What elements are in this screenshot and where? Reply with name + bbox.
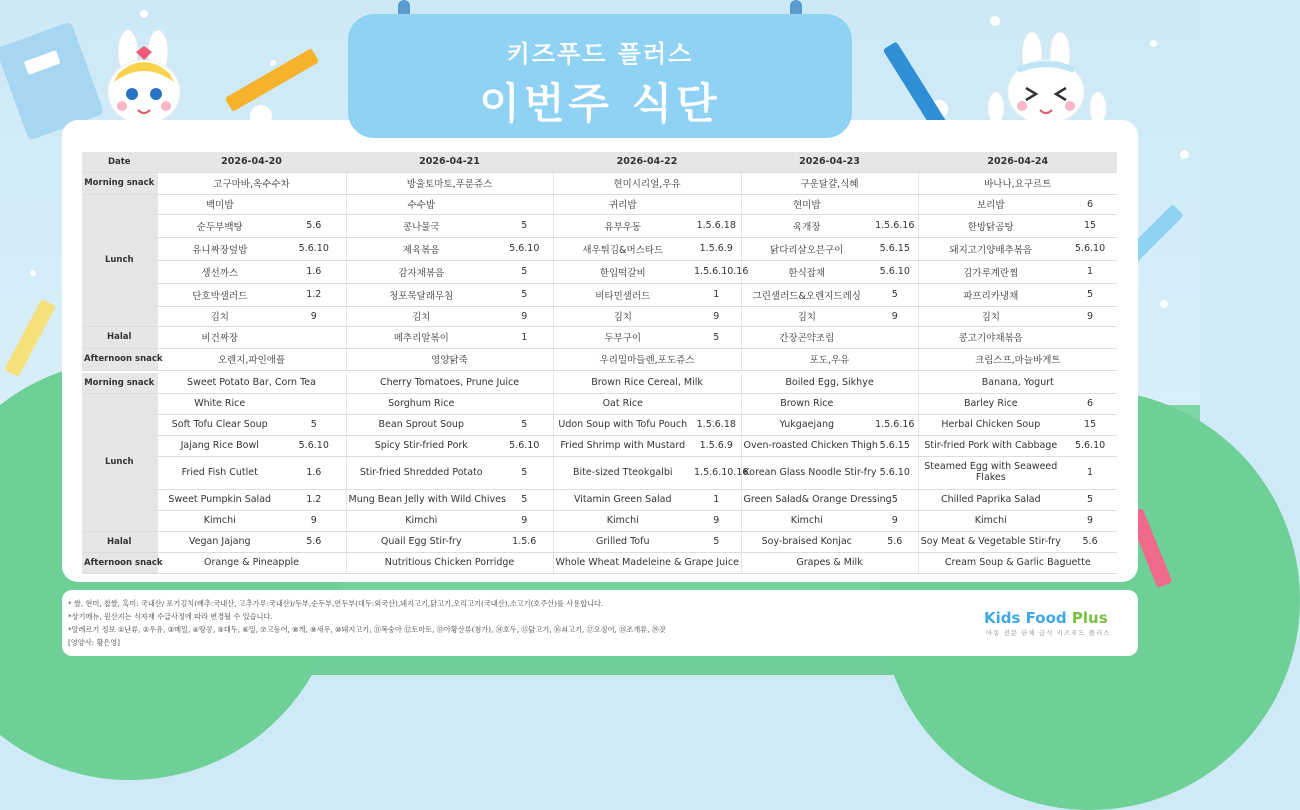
brand-food: Food <box>1025 609 1067 627</box>
allergy-code: 5.6.10 <box>1063 237 1117 260</box>
allergy-code: 5.6 <box>282 531 346 552</box>
dish-cell: Bite-sized Tteokgalbi <box>553 456 692 489</box>
dish-cell: 김가루계란찜 <box>918 260 1063 283</box>
allergy-code <box>496 194 553 214</box>
snow-dot <box>1150 40 1157 47</box>
allergy-code: 5.6.10 <box>872 456 918 489</box>
afternoon-snack-cell: 오렌지,파인애플 <box>157 348 346 370</box>
allergy-code: 5.6.10 <box>282 435 346 456</box>
allergy-code <box>282 393 346 414</box>
dish-cell: Steamed Egg with Seaweed Flakes <box>918 456 1063 489</box>
dish-cell: 제육볶음 <box>346 237 496 260</box>
dish-cell: 감자채볶음 <box>346 260 496 283</box>
allergy-code: 9 <box>692 510 741 531</box>
dish-cell: Sweet Pumpkin Salad <box>157 489 282 510</box>
afternoon-snack-cell: 영양닭죽 <box>346 348 553 370</box>
lunch-row <box>82 260 1117 283</box>
date-header-row <box>82 152 1117 172</box>
note-change: *상기메뉴, 원산지는 식자재 수급사정에 따라 변경될 수 있습니다. <box>68 612 273 621</box>
note-dietitian: [영양사: 황은영] <box>68 638 120 647</box>
morning-snack-cell: Boiled Egg, Sikhye <box>741 373 918 393</box>
morning-snack-cell: 고구마바,옥수수차 <box>157 172 346 194</box>
dish-cell: 콩나물국 <box>346 214 496 237</box>
note-origin: * 쌀, 현미, 찹쌀, 흑미: 국내산/ 포기김치(배추:국내산, 고추가루:국내산)/두부,순두부,연두부(대두:외국산),돼지고기,닭고기,오리고기(국내산),소고기(호주산)를 사용합니다. <box>68 599 604 608</box>
allergy-code: 5 <box>692 326 741 348</box>
dish-cell: 수수밥 <box>346 194 496 214</box>
dish-cell: 그린샐러드&오렌지드레싱 <box>741 283 872 306</box>
row-label: Lunch <box>82 393 157 531</box>
dish-cell: 파프리카냉채 <box>918 283 1063 306</box>
page-title: 이번주 식단 <box>479 79 721 128</box>
dish-cell: 김치 <box>346 306 496 326</box>
afternoon-snack-cell: Grapes & Milk <box>741 552 918 573</box>
dish-cell: Mung Bean Jelly with Wild Chives <box>346 489 496 510</box>
lunch-row <box>82 306 1117 326</box>
allergy-code: 9 <box>1063 510 1117 531</box>
allergy-code: 5.6 <box>1063 531 1117 552</box>
date-header: 2026-04-24 <box>918 152 1117 172</box>
afternoon-snack-cell: 크림스프,마늘바게트 <box>918 348 1117 370</box>
lunch-row <box>82 214 1117 237</box>
dish-cell: 김치 <box>918 306 1063 326</box>
row-label: Afternoon snack <box>82 552 157 573</box>
allergy-code <box>692 194 741 214</box>
row-label: Lunch <box>82 194 157 326</box>
dish-cell: 현미밥 <box>741 194 872 214</box>
dish-cell: Kimchi <box>157 510 282 531</box>
allergy-code: 1 <box>692 283 741 306</box>
morning-snack-row <box>82 172 1117 194</box>
morning-snack-cell: 방울토마토,푸룬쥬스 <box>346 172 553 194</box>
snow-dot <box>1160 300 1168 308</box>
dish-cell: 한방닭곰탕 <box>918 214 1063 237</box>
dish-cell: 단호박샐러드 <box>157 283 282 306</box>
allergy-code: 5 <box>1063 283 1117 306</box>
dish-cell: Chilled Paprika Salad <box>918 489 1063 510</box>
notes <box>68 597 666 649</box>
brand-tagline: 아동 전문 단체 급식 키즈푸드 플러스 <box>986 629 1111 637</box>
dish-cell: Kimchi <box>918 510 1063 531</box>
lunch-row <box>82 414 1117 435</box>
afternoon-snack-cell: Cream Soup & Garlic Baguette <box>918 552 1117 573</box>
row-label: Afternoon snack <box>82 348 157 370</box>
allergy-code: 5 <box>496 260 553 283</box>
allergy-code: 5.6.10 <box>282 237 346 260</box>
dish-cell: Yukgaejang <box>741 414 872 435</box>
lunch-row <box>82 510 1117 531</box>
allergy-code: 5.6.10 <box>1063 435 1117 456</box>
dish-cell: Vegan Jajang <box>157 531 282 552</box>
afternoon-snack-cell: Nutritious Chicken Porridge <box>346 552 553 573</box>
menu-table-english <box>82 373 1117 574</box>
halal-row <box>82 531 1117 552</box>
dish-cell: 콩고기야채볶음 <box>918 326 1063 348</box>
allergy-code: 1.5.6.18 <box>692 214 741 237</box>
dish-cell: Vitamin Green Salad <box>553 489 692 510</box>
date-header-label: Date <box>82 152 157 172</box>
dish-cell: Jajang Rice Bowl <box>157 435 282 456</box>
allergy-code: 5.6.15 <box>872 435 918 456</box>
allergy-code: 1 <box>496 326 553 348</box>
morning-snack-cell: 현미시리얼,우유 <box>553 172 741 194</box>
morning-snack-cell: Sweet Potato Bar, Corn Tea <box>157 373 346 393</box>
dish-cell: Kimchi <box>553 510 692 531</box>
allergy-code: 15 <box>1063 214 1117 237</box>
allergy-code: 5 <box>496 456 553 489</box>
dish-cell: Kimchi <box>346 510 496 531</box>
dish-cell: 생선까스 <box>157 260 282 283</box>
dish-cell: 유니짜장덮밥 <box>157 237 282 260</box>
dish-cell: 보리밥 <box>918 194 1063 214</box>
allergy-code: 5.6 <box>872 531 918 552</box>
afternoon-snack-cell: 우리밀마들렌,포도쥬스 <box>553 348 741 370</box>
snow-dot <box>30 270 36 276</box>
dish-cell: Oat Rice <box>553 393 692 414</box>
lunch-row <box>82 194 1117 214</box>
allergy-code <box>872 326 918 348</box>
allergy-code: 1 <box>692 489 741 510</box>
allergy-code: 5.6.15 <box>872 237 918 260</box>
dish-cell: Sorghum Rice <box>346 393 496 414</box>
dish-cell: Fried Shrimp with Mustard <box>553 435 692 456</box>
allergy-code: 5 <box>282 414 346 435</box>
allergy-code: 1.2 <box>282 283 346 306</box>
dish-cell: Brown Rice <box>741 393 872 414</box>
allergy-code: 9 <box>496 510 553 531</box>
allergy-code: 1.5.6.10.16 <box>692 456 741 489</box>
snow-dot <box>990 16 1000 26</box>
dish-cell: 김치 <box>157 306 282 326</box>
dish-cell: Grilled Tofu <box>553 531 692 552</box>
lunch-row <box>82 237 1117 260</box>
brand-logo <box>984 609 1108 627</box>
allergy-code: 5 <box>496 214 553 237</box>
afternoon-snack-cell: Orange & Pineapple <box>157 552 346 573</box>
dish-cell: 한입떡갈비 <box>553 260 692 283</box>
allergy-code: 1.5.6.16 <box>872 414 918 435</box>
dish-cell: 간장곤약조림 <box>741 326 872 348</box>
dish-cell: Green Salad& Orange Dressing <box>741 489 872 510</box>
date-header: 2026-04-20 <box>157 152 346 172</box>
allergy-code: 5.6.10 <box>496 237 553 260</box>
dish-cell: 새우튀김&머스타드 <box>553 237 692 260</box>
menu-table-korean <box>82 152 1117 371</box>
dish-cell: 청포묵달래무침 <box>346 283 496 306</box>
afternoon-snack-row <box>82 552 1117 573</box>
dish-cell: 유부우동 <box>553 214 692 237</box>
allergy-code: 5 <box>872 283 918 306</box>
dish-cell: 비타민샐러드 <box>553 283 692 306</box>
allergy-code: 5.6.10 <box>872 260 918 283</box>
allergy-code: 5 <box>496 414 553 435</box>
row-label: Halal <box>82 531 157 552</box>
allergy-code: 15 <box>1063 414 1117 435</box>
allergy-code: 9 <box>282 510 346 531</box>
afternoon-snack-cell: Whole Wheat Madeleine & Grape Juice <box>553 552 741 573</box>
allergy-code: 5.6.10 <box>496 435 553 456</box>
dish-cell: Stir-fried Pork with Cabbage <box>918 435 1063 456</box>
lunch-row <box>82 435 1117 456</box>
dish-cell: Kimchi <box>741 510 872 531</box>
dish-cell: 비건짜장 <box>157 326 282 348</box>
row-label: Morning snack <box>82 373 157 393</box>
allergy-code: 1 <box>1063 456 1117 489</box>
dish-cell: Quail Egg Stir-fry <box>346 531 496 552</box>
dish-cell: Korean Glass Noodle Stir-fry <box>741 456 872 489</box>
allergy-code: 1.5.6.9 <box>692 435 741 456</box>
allergy-code <box>872 194 918 214</box>
dish-cell: Oven-roasted Chicken Thigh <box>741 435 872 456</box>
page-subtitle: 키즈푸드 플러스 <box>506 40 694 68</box>
allergy-code <box>282 194 346 214</box>
allergy-code: 6 <box>1063 393 1117 414</box>
lunch-row <box>82 456 1117 489</box>
brand-kids: Kids <box>984 609 1021 627</box>
allergy-code <box>692 393 741 414</box>
dish-cell: 한식잡채 <box>741 260 872 283</box>
dish-cell: White Rice <box>157 393 282 414</box>
afternoon-snack-cell: 포도,우유 <box>741 348 918 370</box>
note-allergy: *알레르기 정보 ①난류, ②우유, ③메밀, ④땅콩, ⑤대두, ⑥밀, ⑦고등어, ⑧게, ⑨새우, ⑩돼지고기, ⑪복숭아 ⑫토마토, ⑬아황산류(첨가), ⑭호두, ⑮닭고기, ⑯쇠고기, ⑰오징어, ⑱조개류, ⑲잣 <box>68 625 666 634</box>
allergy-code: 9 <box>692 306 741 326</box>
snow-dot <box>1180 150 1189 159</box>
allergy-code: 5.6 <box>282 214 346 237</box>
allergy-code: 9 <box>496 306 553 326</box>
dish-cell: 닭다리살오븐구이 <box>741 237 872 260</box>
allergy-code: 5 <box>1063 489 1117 510</box>
afternoon-snack-row <box>82 348 1117 370</box>
dish-cell: Fried Fish Cutlet <box>157 456 282 489</box>
dish-cell: Udon Soup with Tofu Pouch <box>553 414 692 435</box>
morning-snack-row <box>82 373 1117 393</box>
dish-cell: 두부구이 <box>553 326 692 348</box>
allergy-code: 9 <box>1063 306 1117 326</box>
allergy-code: 5 <box>692 531 741 552</box>
dish-cell: 육개장 <box>741 214 872 237</box>
allergy-code: 5 <box>872 489 918 510</box>
allergy-code <box>1063 326 1117 348</box>
allergy-code: 1.5.6.16 <box>872 214 918 237</box>
allergy-code: 1.6 <box>282 260 346 283</box>
dish-cell: Soy-braised Konjac <box>741 531 872 552</box>
date-header: 2026-04-22 <box>553 152 741 172</box>
lunch-row <box>82 489 1117 510</box>
allergy-code: 1 <box>1063 260 1117 283</box>
allergy-code: 1.6 <box>282 456 346 489</box>
lunch-row <box>82 283 1117 306</box>
snow-dot <box>270 60 276 66</box>
dish-cell: Soft Tofu Clear Soup <box>157 414 282 435</box>
lunch-row <box>82 393 1117 414</box>
morning-snack-cell: Banana, Yogurt <box>918 373 1117 393</box>
allergy-code: 1.5.6.10.16 <box>692 260 741 283</box>
date-header: 2026-04-21 <box>346 152 553 172</box>
dish-cell: Barley Rice <box>918 393 1063 414</box>
allergy-code: 5 <box>496 283 553 306</box>
row-label: Morning snack <box>82 172 157 194</box>
date-header: 2026-04-23 <box>741 152 918 172</box>
allergy-code: 1.5.6 <box>496 531 553 552</box>
allergy-code: 5 <box>496 489 553 510</box>
allergy-code: 1.2 <box>282 489 346 510</box>
dish-cell: 김치 <box>741 306 872 326</box>
brand-plus: Plus <box>1071 609 1108 627</box>
dish-cell: Stir-fried Shredded Potato <box>346 456 496 489</box>
dish-cell: 순두부백탕 <box>157 214 282 237</box>
allergy-code: 9 <box>872 510 918 531</box>
snow-dot <box>140 10 148 18</box>
morning-snack-cell: 바나나,요구르트 <box>918 172 1117 194</box>
morning-snack-cell: 구운달걀,식혜 <box>741 172 918 194</box>
allergy-code: 6 <box>1063 194 1117 214</box>
allergy-code <box>496 393 553 414</box>
dish-cell: Spicy Stir-fried Pork <box>346 435 496 456</box>
allergy-code: 9 <box>872 306 918 326</box>
dish-cell: 김치 <box>553 306 692 326</box>
dish-cell: 돼지고기양배추볶음 <box>918 237 1063 260</box>
allergy-code: 1.5.6.18 <box>692 414 741 435</box>
dish-cell: 백미밥 <box>157 194 282 214</box>
row-label: Halal <box>82 326 157 348</box>
halal-row <box>82 326 1117 348</box>
allergy-code <box>872 393 918 414</box>
dish-cell: Bean Sprout Soup <box>346 414 496 435</box>
morning-snack-cell: Brown Rice Cereal, Milk <box>553 373 741 393</box>
morning-snack-cell: Cherry Tomatoes, Prune Juice <box>346 373 553 393</box>
allergy-code <box>282 326 346 348</box>
dish-cell: 메추리알볶이 <box>346 326 496 348</box>
dish-cell: Herbal Chicken Soup <box>918 414 1063 435</box>
dish-cell: 귀리밥 <box>553 194 692 214</box>
title-card <box>348 14 852 138</box>
allergy-code: 9 <box>282 306 346 326</box>
allergy-code: 1.5.6.9 <box>692 237 741 260</box>
dish-cell: Soy Meat & Vegetable Stir-fry <box>918 531 1063 552</box>
